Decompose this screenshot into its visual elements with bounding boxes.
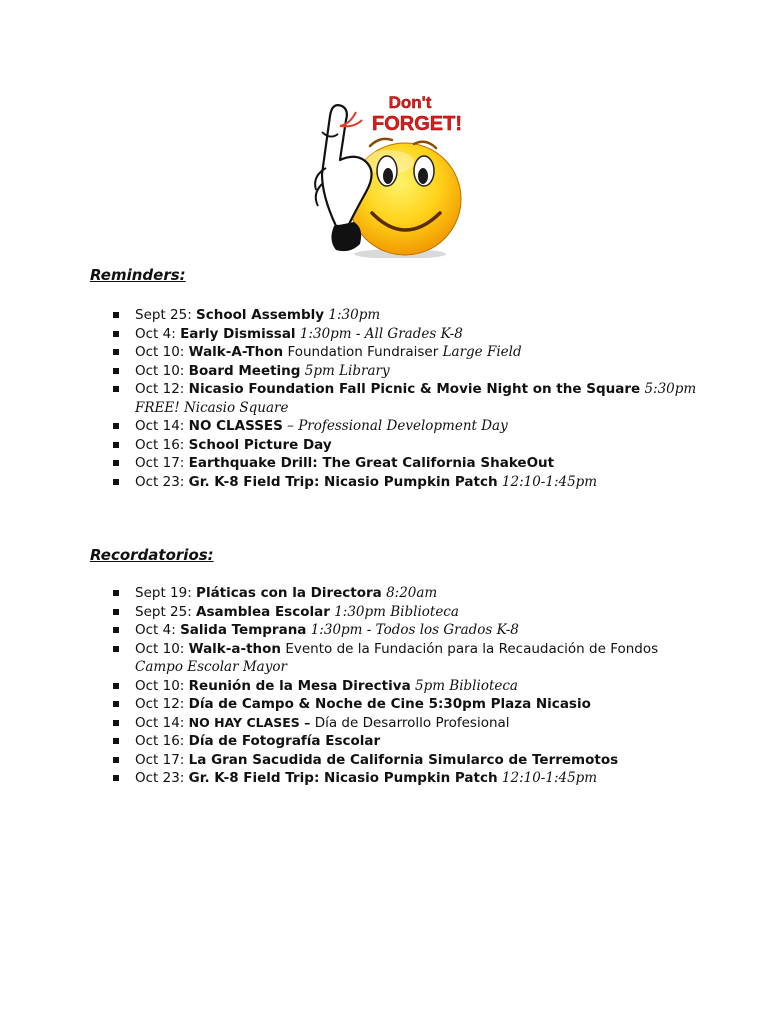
item-date: Oct 17: [135, 751, 189, 768]
item-date: Sept 25: [135, 603, 197, 620]
item-date: Oct 10: [135, 677, 189, 694]
recordatorios-list [110, 584, 710, 788]
list-item [110, 603, 710, 622]
item-italic: – Professional Development Day [282, 418, 508, 434]
item-bold: Walk-A-Thon [188, 344, 284, 360]
item-plain: Evento de la Fundación para la Recaudación de Fondos [281, 640, 659, 657]
list-item [110, 621, 710, 640]
item-bold: Nicasio Foundation Fall Picnic & Movie Night on the Square [188, 381, 641, 397]
item-date: Oct 10: [135, 640, 189, 657]
dont-forget-smiley-icon [300, 86, 470, 258]
item-date: Oct 23: [135, 473, 189, 490]
item-bold: Día de Campo & Noche de Cine 5:30pm Plaza Nicasio [188, 696, 591, 712]
item-italic: 1:30pm - Todos los Grados K-8 [306, 622, 519, 638]
list-item [110, 769, 710, 788]
list-item [110, 380, 710, 417]
item-italic: 8:20am [381, 585, 438, 601]
item-bold: Earthquake Drill: The Great California ShakeOut [188, 455, 555, 471]
item-bold: School Picture Day [188, 436, 332, 453]
item-date: Oct 23: [135, 770, 189, 786]
list-item [110, 417, 710, 436]
item-italic: 1:30pm - All Grades K-8 [295, 325, 463, 342]
item-bold: Walk-a-thon [188, 640, 282, 657]
item-bold: Gr. K-8 Field Trip: Nicasio Pumpkin Patch [188, 473, 498, 490]
item-date: Oct 14: [135, 418, 189, 434]
reminders-heading: Reminders: [90, 266, 186, 284]
item-italic: 12:10-1:45pm [497, 770, 598, 786]
item-date: Sept 25: [135, 307, 197, 323]
item-bold: Salida Temprana [180, 622, 307, 638]
item-bold: School Assembly [196, 307, 325, 323]
list-item [110, 325, 710, 344]
list-item [110, 677, 710, 696]
item-bold: Día de Fotografía Escolar [188, 733, 381, 749]
list-item [110, 640, 710, 677]
item-italic: 1:30pm [324, 307, 381, 323]
list-item [110, 343, 710, 362]
item-bold: Pláticas con la Directora [196, 585, 382, 601]
list-item [110, 584, 710, 603]
item-date: Oct 4: [135, 622, 181, 638]
item-italic: Large Field [438, 344, 522, 360]
item-bold: Early Dismissal [180, 325, 296, 342]
list-item [110, 362, 710, 381]
item-plain: Día de Desarrollo Profesional [310, 714, 510, 731]
item-bold: NO HAY CLASES – [188, 714, 311, 730]
item-date: Oct 14: [135, 714, 189, 731]
item-bold: Reunión de la Mesa Directiva [188, 677, 411, 694]
item-bold: Gr. K-8 Field Trip: Nicasio Pumpkin Patch [188, 770, 498, 786]
list-item [110, 732, 710, 751]
item-italic: 12:10-1:45pm [497, 473, 598, 490]
item-italic: 5pm Biblioteca [410, 677, 518, 694]
item-bold: La Gran Sacudida de California Simularco de Terremotos [188, 751, 619, 768]
item-date: Oct 16: [135, 436, 189, 453]
logo-line-2: FORGET! [372, 113, 462, 135]
item-italic: 5:30pm FREE! Nicasio Square [135, 381, 697, 416]
item-plain: Foundation Fundraiser [283, 344, 439, 360]
list-item [110, 436, 710, 455]
item-date: Oct 4: [135, 325, 181, 342]
list-item [110, 454, 710, 473]
item-date: Oct 10: [135, 344, 189, 360]
item-italic: 1:30pm Biblioteca [329, 603, 459, 620]
recordatorios-heading: Recordatorios: [90, 546, 214, 564]
list-item [110, 751, 710, 770]
reminders-list [110, 306, 710, 491]
list-item [110, 306, 710, 325]
list-item [110, 473, 710, 492]
item-date: Oct 16: [135, 733, 189, 749]
logo-line-1: Don't [388, 93, 432, 112]
item-date: Sept 19: [135, 585, 197, 601]
item-italic: 5pm Library [300, 362, 390, 379]
item-date: Oct 10: [135, 362, 189, 379]
item-bold: Asamblea Escolar [196, 603, 330, 620]
item-bold: NO CLASSES [188, 418, 283, 434]
item-bold: Board Meeting [188, 362, 301, 379]
item-date: Oct 12: [135, 696, 189, 712]
item-date: Oct 17: [135, 455, 189, 471]
item-italic: Campo Escolar Mayor [135, 659, 287, 675]
list-item [110, 714, 710, 733]
item-date: Oct 12: [135, 381, 189, 397]
list-item [110, 695, 710, 714]
